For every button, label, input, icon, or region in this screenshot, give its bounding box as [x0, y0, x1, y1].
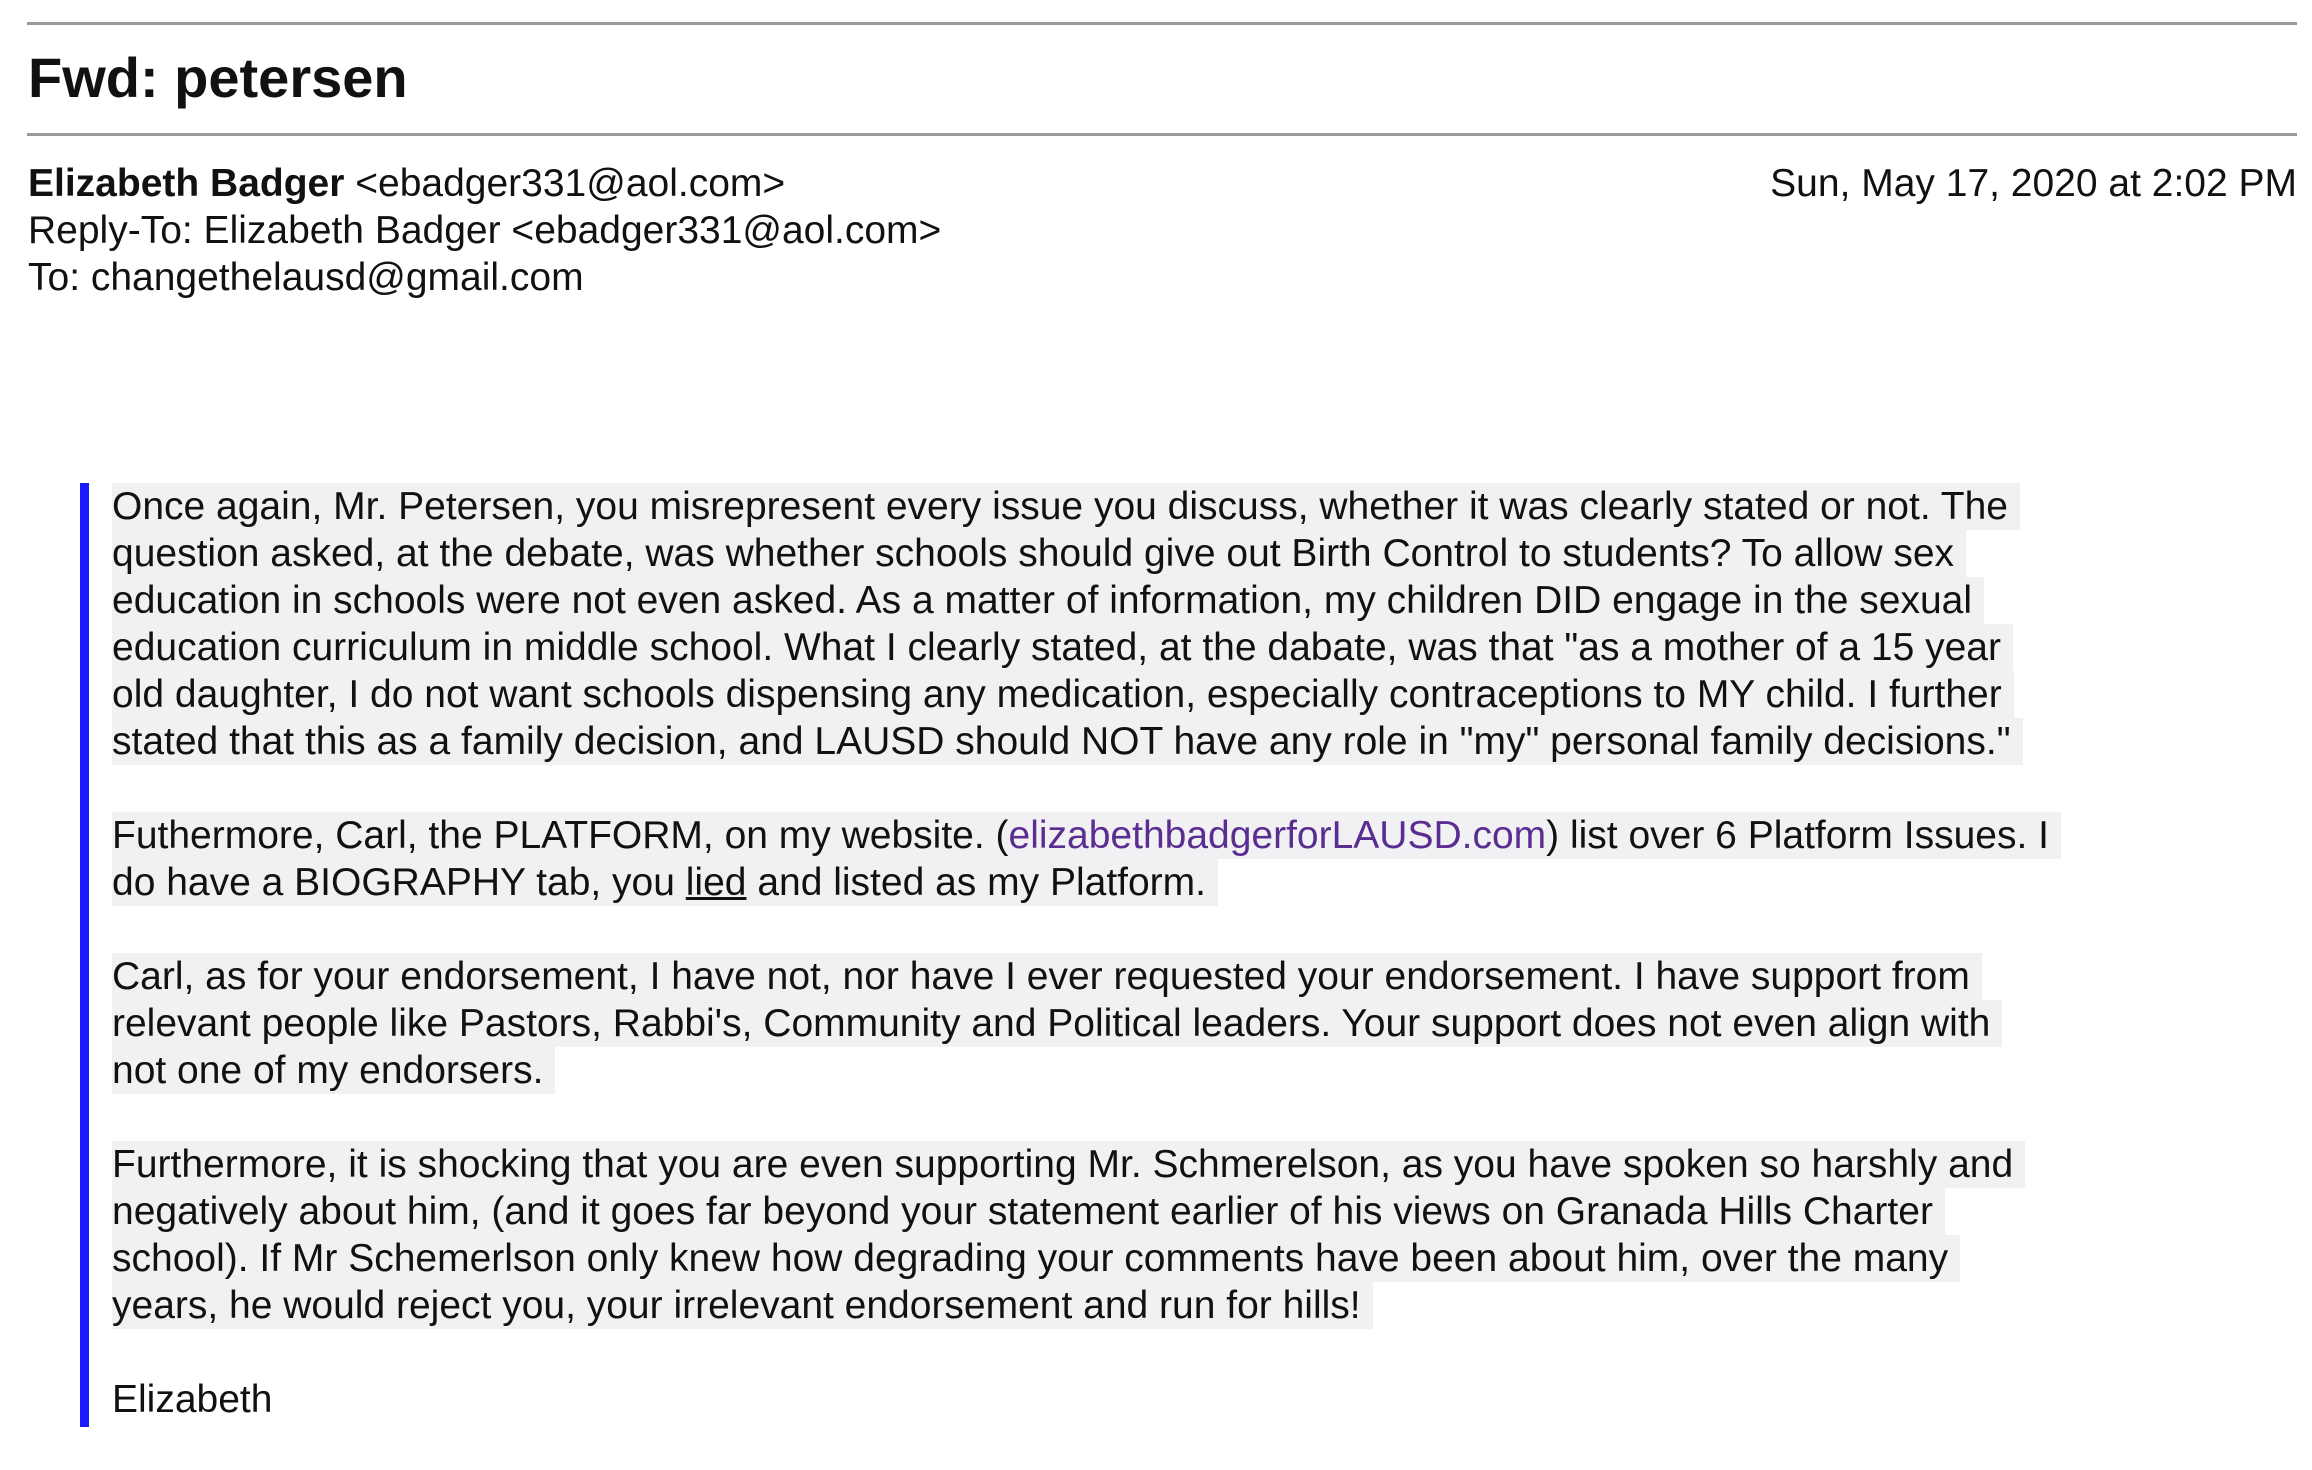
text-line: Furthermore, it is shocking that you are even supporting Mr. Schmerelson, as you have spoken so harshly and	[112, 1141, 2025, 1188]
text-segment: Futhermore, Carl, the PLATFORM, on my website. (	[112, 814, 1009, 857]
email-date: Sun, May 17, 2020 at 2:02 PM	[1770, 162, 2297, 205]
text-line: Once again, Mr. Petersen, you misrepresent every issue you discuss, whether it was clearly stated or not. The	[112, 483, 2020, 530]
text-segment: ) list over 6 Platform Issues. I	[1546, 814, 2049, 857]
text-line: relevant people like Pastors, Rabbi's, Community and Political leaders. Your support does not even align with	[112, 1000, 2002, 1047]
text-line: education curriculum in middle school. What I clearly stated, at the dabate, was that "as a mother of a 15 year	[112, 624, 2013, 671]
email-header	[28, 160, 941, 301]
sender-email[interactable]: <ebadger331@aol.com>	[355, 162, 786, 205]
email-subject: Fwd: petersen	[28, 46, 408, 109]
text-line	[112, 812, 2061, 859]
paragraph-4	[112, 1141, 2061, 1329]
text-segment: do have a BIOGRAPHY tab, you	[112, 861, 686, 904]
header-divider	[27, 133, 2297, 136]
text-line: Carl, as for your endorsement, I have not, nor have I ever requested your endorsement. I have support from	[112, 953, 1982, 1000]
text-line: question asked, at the debate, was whether schools should give out Birth Control to students? To allow sex	[112, 530, 1966, 577]
quoted-message	[80, 483, 2149, 1427]
paragraph-3	[112, 953, 2061, 1094]
text-line: not one of my endorsers.	[112, 1047, 555, 1094]
reply-to-line: Reply-To: Elizabeth Badger <ebadger331@aol.com>	[28, 209, 942, 252]
paragraph-2	[112, 812, 2061, 906]
text-line: school). If Mr Schemerlson only knew how degrading your comments have been about him, over the many	[112, 1235, 1960, 1282]
message-body	[112, 483, 2061, 1470]
signature-name: Elizabeth	[112, 1378, 273, 1421]
text-line: old daughter, I do not want schools dispensing any medication, especially contraceptions to MY child. I further	[112, 671, 2014, 718]
signature	[112, 1376, 2061, 1423]
paragraph-1	[112, 483, 2061, 765]
text-line: education in schools were not even asked. As a matter of information, my children DID engage in the sexual	[112, 577, 1984, 624]
website-link[interactable]: elizabethbadgerforLAUSD.com	[1008, 814, 1547, 857]
to-line: To: changethelausd@gmail.com	[28, 256, 584, 299]
underlined-word: lied	[685, 861, 747, 904]
text-segment: and listed as my Platform.	[746, 861, 1206, 904]
text-line: years, he would reject you, your irrelevant endorsement and run for hills!	[112, 1282, 1373, 1329]
from-line	[28, 160, 941, 207]
text-line	[112, 859, 1218, 906]
text-line: stated that this as a family decision, and LAUSD should NOT have any role in "my" personal family decisions."	[112, 718, 2023, 765]
top-divider	[27, 22, 2297, 25]
text-line: negatively about him, (and it goes far beyond your statement earlier of his views on Granada Hills Charter	[112, 1188, 1945, 1235]
sender-name: Elizabeth Badger	[28, 162, 345, 205]
